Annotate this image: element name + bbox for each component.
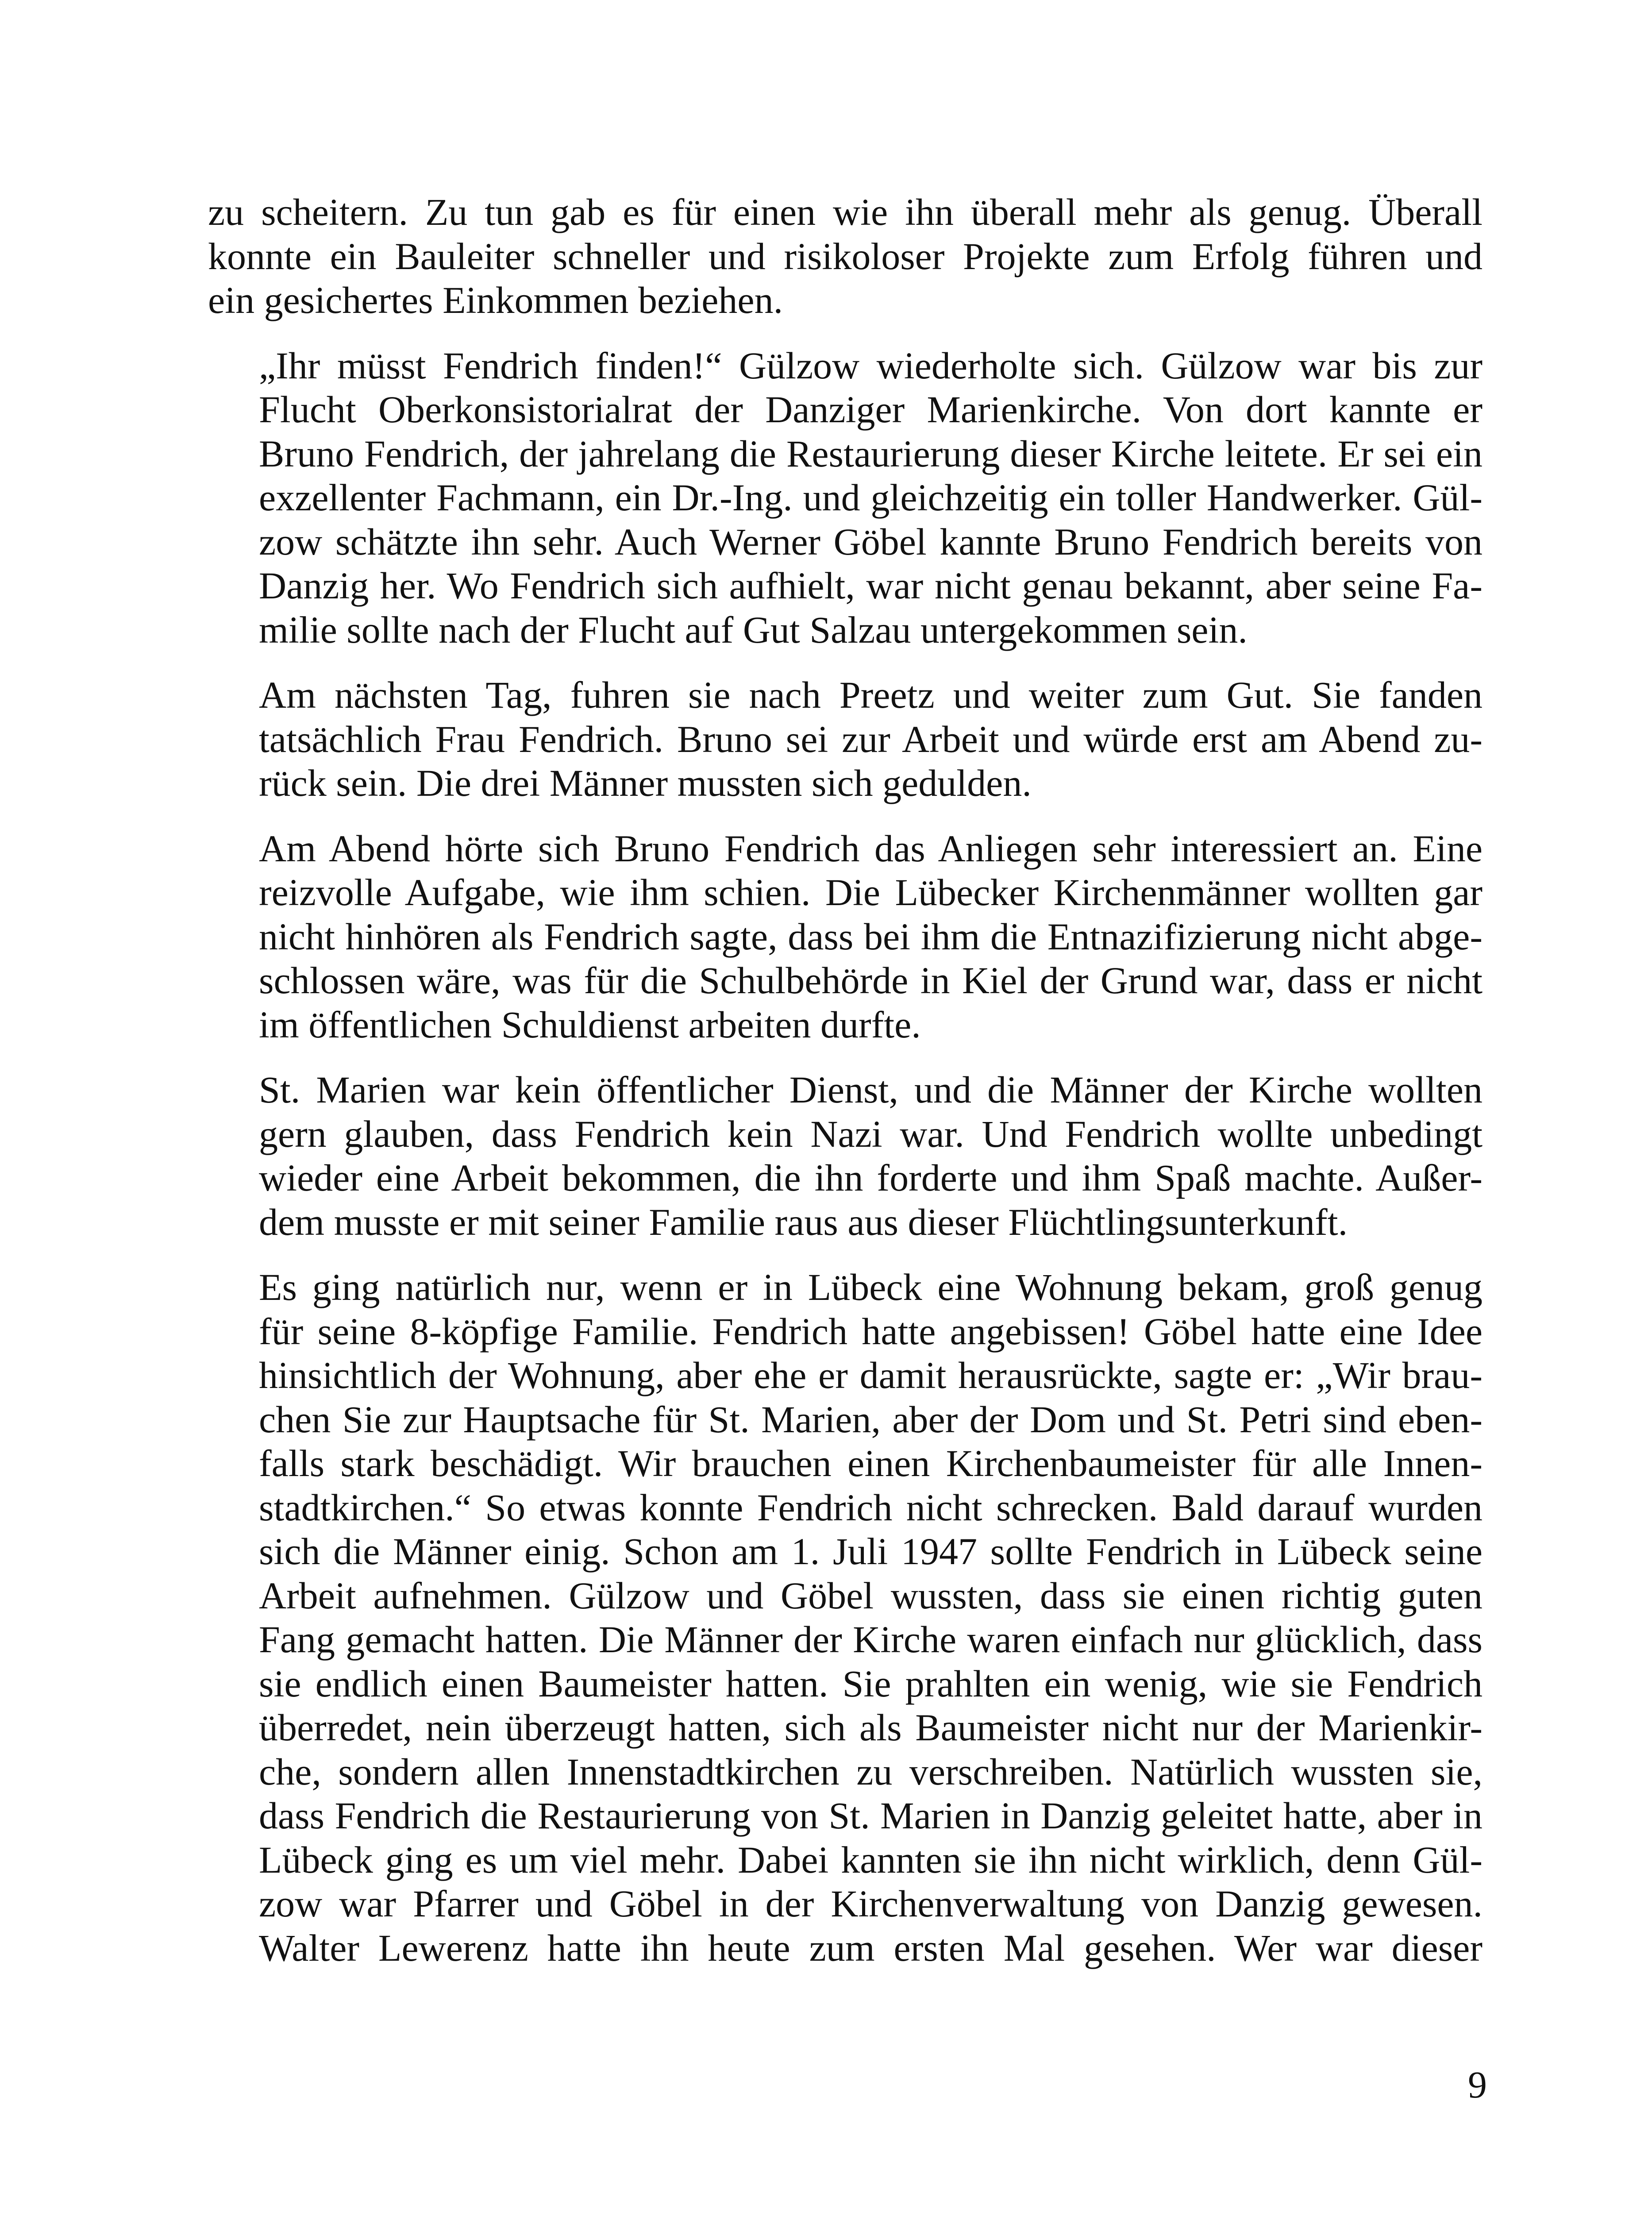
text-line: sich die Männer einig. Schon am 1. Juli 1947 sollte Fendrich in Lübeck seine <box>259 1530 1483 1573</box>
text-line: ein gesichertes Einkommen beziehen. <box>208 279 783 321</box>
text-line: che, sondern allen Innenstadtkirchen zu verschreiben. Natürlich wussten sie, <box>259 1750 1483 1793</box>
text-line: zu scheitern. Zu tun gab es für einen wie ihn überall mehr als genug. Überall <box>208 191 1483 233</box>
text-line: reizvolle Aufgabe, wie ihm schien. Die Lübecker Kirchenmänner wollten gar <box>259 871 1483 914</box>
text-line: falls stark beschädigt. Wir brauchen einen Kirchenbaumeister für alle Innen- <box>259 1442 1483 1484</box>
text-line: tatsächlich Frau Fendrich. Bruno sei zur Arbeit und würde erst am Abend zu- <box>259 717 1483 760</box>
text-line: milie sollte nach der Flucht auf Gut Salzau untergekommen sein. <box>259 608 1248 651</box>
paragraph <box>208 673 1483 806</box>
text-line: im öffentlichen Schuldienst arbeiten durfte. <box>259 1003 921 1046</box>
text-line: schlossen wäre, was für die Schulbehörde in Kiel der Grund war, dass er nicht <box>259 959 1483 1002</box>
text-line: Am Abend hörte sich Bruno Fendrich das Anliegen sehr interessiert an. Eine <box>259 827 1483 870</box>
text-line: hinsichtlich der Wohnung, aber ehe er damit herausrückte, sagte er: „Wir brau- <box>259 1354 1483 1396</box>
text-line: Am nächsten Tag, fuhren sie nach Preetz und weiter zum Gut. Sie fanden <box>259 674 1483 716</box>
text-line: Fang gemacht hatten. Die Männer der Kirche waren einfach nur glücklich, dass <box>259 1618 1483 1661</box>
text-line: für seine 8-köpfige Familie. Fendrich hatte angebissen! Göbel hatte eine Idee <box>259 1310 1483 1353</box>
text-line: Flucht Oberkonsistorialrat der Danziger Marienkirche. Von dort kannte er <box>259 388 1483 431</box>
text-line: exzellenter Fachmann, ein Dr.-Ing. und gleichzeitig ein toller Handwerker. Gül- <box>259 476 1483 519</box>
text-line: stadtkirchen.“ So etwas konnte Fendrich nicht schrecken. Bald darauf wurden <box>259 1486 1483 1529</box>
text-line: „Ihr müsst Fendrich finden!“ Gülzow wiederholte sich. Gülzow war bis zur <box>259 344 1483 387</box>
text-line: sie endlich einen Baumeister hatten. Sie prahlten ein wenig, wie sie Fendrich <box>259 1662 1483 1705</box>
paragraph <box>208 190 1483 323</box>
text-line: zow war Pfarrer und Göbel in der Kirchenverwaltung von Danzig gewesen. <box>259 1882 1483 1925</box>
body-text <box>208 190 1483 1970</box>
text-line: zow schätzte ihn sehr. Auch Werner Göbel kannte Bruno Fendrich bereits von <box>259 520 1483 563</box>
text-line: Arbeit aufnehmen. Gülzow und Göbel wussten, dass sie einen richtig guten <box>259 1574 1483 1617</box>
page-number: 9 <box>1468 2063 1487 2106</box>
text-line: Lübeck ging es um viel mehr. Dabei kannten sie ihn nicht wirklich, denn Gül- <box>259 1838 1483 1881</box>
text-line: wieder eine Arbeit bekommen, die ihn forderte und ihm Spaß machte. Außer- <box>259 1157 1483 1199</box>
paragraph <box>208 1265 1483 1970</box>
text-line: Bruno Fendrich, der jahrelang die Restaurierung dieser Kirche leitete. Er sei ein <box>259 432 1483 475</box>
text-line: konnte ein Bauleiter schneller und risikoloser Projekte zum Erfolg führen und <box>208 235 1483 278</box>
text-line: Walter Lewerenz hatte ihn heute zum ersten Mal gesehen. Wer war dieser <box>259 1926 1483 1969</box>
text-line: nicht hinhören als Fendrich sagte, dass bei ihm die Entnazifizierung nicht abge- <box>259 915 1483 958</box>
paragraph <box>208 1068 1483 1244</box>
text-line: dem musste er mit seiner Familie raus aus dieser Flüchtlingsunterkunft. <box>259 1200 1348 1243</box>
text-line: rück sein. Die drei Männer mussten sich gedulden. <box>259 762 1032 804</box>
text-line: St. Marien war kein öffentlicher Dienst, und die Männer der Kirche wollten <box>259 1068 1483 1111</box>
paragraph <box>208 344 1483 652</box>
text-line: gern glauben, dass Fendrich kein Nazi war. Und Fendrich wollte unbedingt <box>259 1112 1483 1155</box>
text-line: überredet, nein überzeugt hatten, sich als Baumeister nicht nur der Marienkir- <box>259 1706 1483 1749</box>
text-line: chen Sie zur Hauptsache für St. Marien, aber der Dom und St. Petri sind eben- <box>259 1398 1483 1441</box>
text-line: Es ging natürlich nur, wenn er in Lübeck eine Wohnung bekam, groß genug <box>259 1266 1483 1308</box>
text-line: dass Fendrich die Restaurierung von St. Marien in Danzig geleitet hatte, aber in <box>259 1794 1483 1837</box>
paragraph <box>208 827 1483 1047</box>
text-line: Danzig her. Wo Fendrich sich aufhielt, war nicht genau bekannt, aber seine Fa- <box>259 564 1483 607</box>
